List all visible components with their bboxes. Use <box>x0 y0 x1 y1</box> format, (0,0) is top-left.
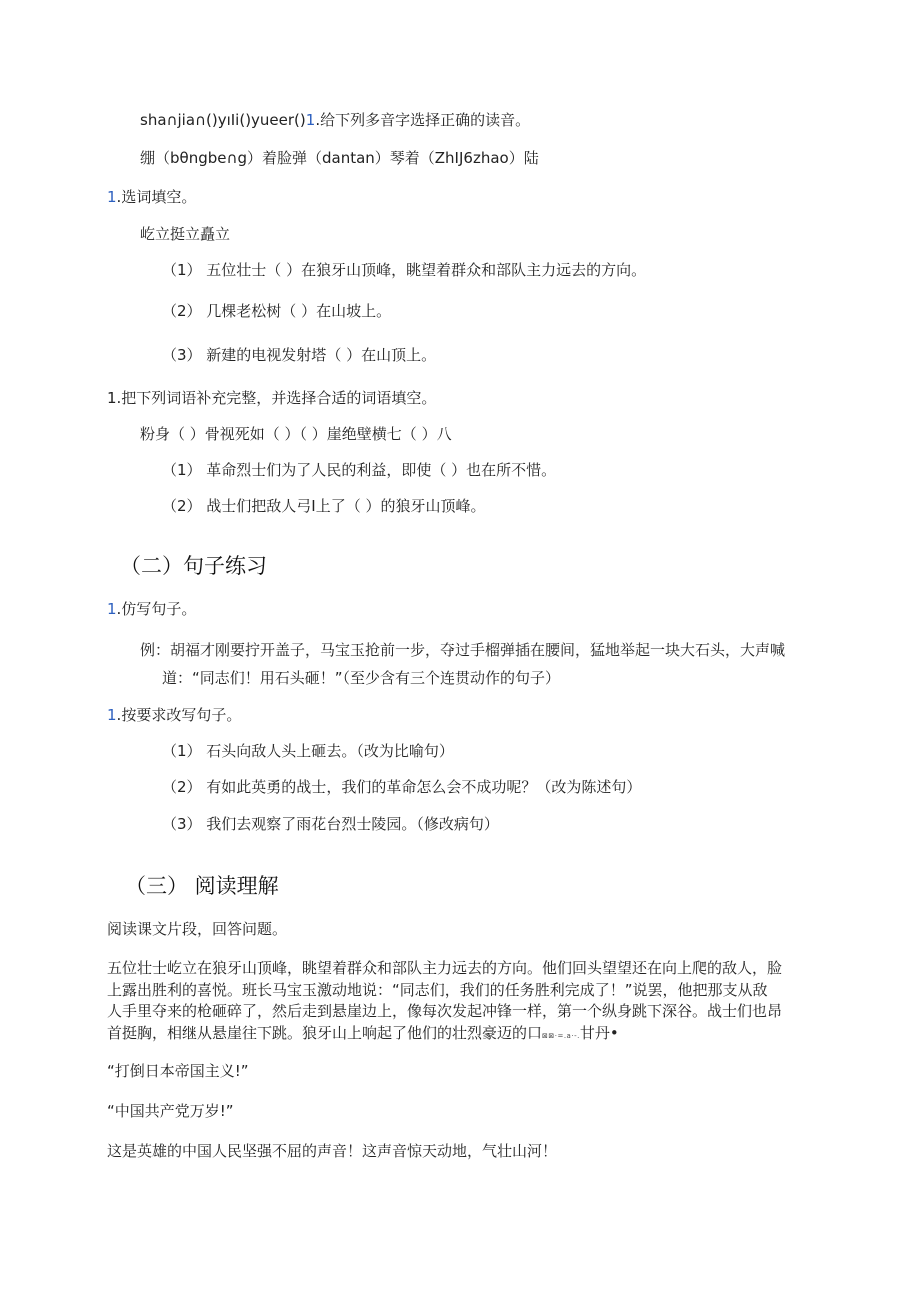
question-number: 1 <box>107 188 117 206</box>
quote-1: “打倒日本帝国主义!” <box>107 1062 249 1080</box>
quote-2: “中国共产党万岁!” <box>107 1102 234 1120</box>
passage-line-4 <box>107 1023 782 1048</box>
garbled-text: ⊠⊠·=.a·-. <box>542 1031 580 1040</box>
idiom-item-1: （1） 革命烈士们为了人民的利益，即使（ ）也在所不惜。 <box>162 461 557 479</box>
fill-item-3: （3） 新建的电视发射塔（ ）在山顶上。 <box>162 346 437 364</box>
fill-item-2: （2） 几棵老松树（ ）在山坡上。 <box>162 302 392 320</box>
complete-words-title: 1.把下列词语补充完整，并选择合适的词语填空。 <box>107 389 437 407</box>
fill-item-1: （1） 五位壮士（ ）在狼牙山顶峰，眺望着群众和部队主力远去的方向。 <box>162 261 647 279</box>
reading-passage <box>107 958 782 1047</box>
rewrite-item-3: （3） 我们去观察了雨花台烈士陵园。（修改病句） <box>162 815 499 833</box>
word-options: 屹立挺立矗立 <box>140 225 231 243</box>
passage-line-3: 人手里夺来的枪砸碎了，然后走到悬崖边上，像每次发起冲锋一样，第一个纵身跳下深谷。战士们也昂 <box>107 1002 783 1020</box>
fill-words-title <box>107 187 196 207</box>
example-line-2: 道：“同志们！用石头砸！”（至少含有三个连贯动作的句子） <box>162 669 561 687</box>
question-number: 1 <box>305 111 316 129</box>
question-number: 1 <box>107 706 117 724</box>
passage-line-4-main: 首挺胸，相继从悬崖往下跳。狼牙山上响起了他们的壮烈豪迈的口 <box>107 1023 543 1042</box>
rewrite-item-2: （2） 有如此英勇的战士，我们的革命怎么会不成功呢？（改为陈述句） <box>162 778 642 796</box>
imitate-title <box>107 599 196 619</box>
section-heading-reading: （三） 阅读理解 <box>125 874 279 898</box>
idiom-item-2: （2） 战士们把敌人弓I上了（ ）的狼牙山顶峰。 <box>162 497 486 515</box>
passage-line-2: 上露出胜利的喜悦。班长马宝玉激动地说：“同志们，我们的任务胜利完成了！”说罢，他把那支从敌 <box>107 980 768 999</box>
closing-sentence: 这是英雄的中国人民坚强不屈的声音！这声音惊天动地，气壮山河！ <box>107 1142 558 1160</box>
question-number: 1 <box>107 600 117 618</box>
rewrite-item-1: （1） 石头向敌人头上砸去。（改为比喻句） <box>162 742 454 760</box>
question-text: .按要求改写句子。 <box>116 706 242 724</box>
rewrite-title <box>107 705 241 725</box>
example-line-1: 例：胡福才刚要拧开盖子，马宝玉抢前一步，夺过手榴弹插在腰间，猛地举起一块大石头，大声喊 <box>140 641 786 659</box>
idiom-words: 粉身（ ）骨视死如（ ）（ ）崖绝壁横七（ ）八 <box>140 425 452 443</box>
question-text: .仿写句子。 <box>116 600 197 618</box>
reading-instruction: 阅读课文片段，回答问题。 <box>107 920 288 938</box>
question-text: .给下列多音字选择正确的读音。 <box>315 111 531 129</box>
pinyin-blanks: sha∩jia∩()yıIi()yueer() <box>140 111 306 129</box>
section-heading-sentences: （二）句子练习 <box>120 554 267 578</box>
passage-line-4-end: 甘丹• <box>579 1023 619 1042</box>
question-text: .选词填空。 <box>116 188 197 206</box>
polyphone-question <box>140 110 530 130</box>
passage-line-1: 五位壮士屹立在狼牙山顶峰，眺望着群众和部队主力远去的方向。他们回头望望还在向上爬的敌人，脸 <box>107 959 783 977</box>
polyphone-words: 绷（bθngbe∩g）着脸弹（dantan）琴着（ZhIJ6zhao）陆 <box>140 149 539 167</box>
